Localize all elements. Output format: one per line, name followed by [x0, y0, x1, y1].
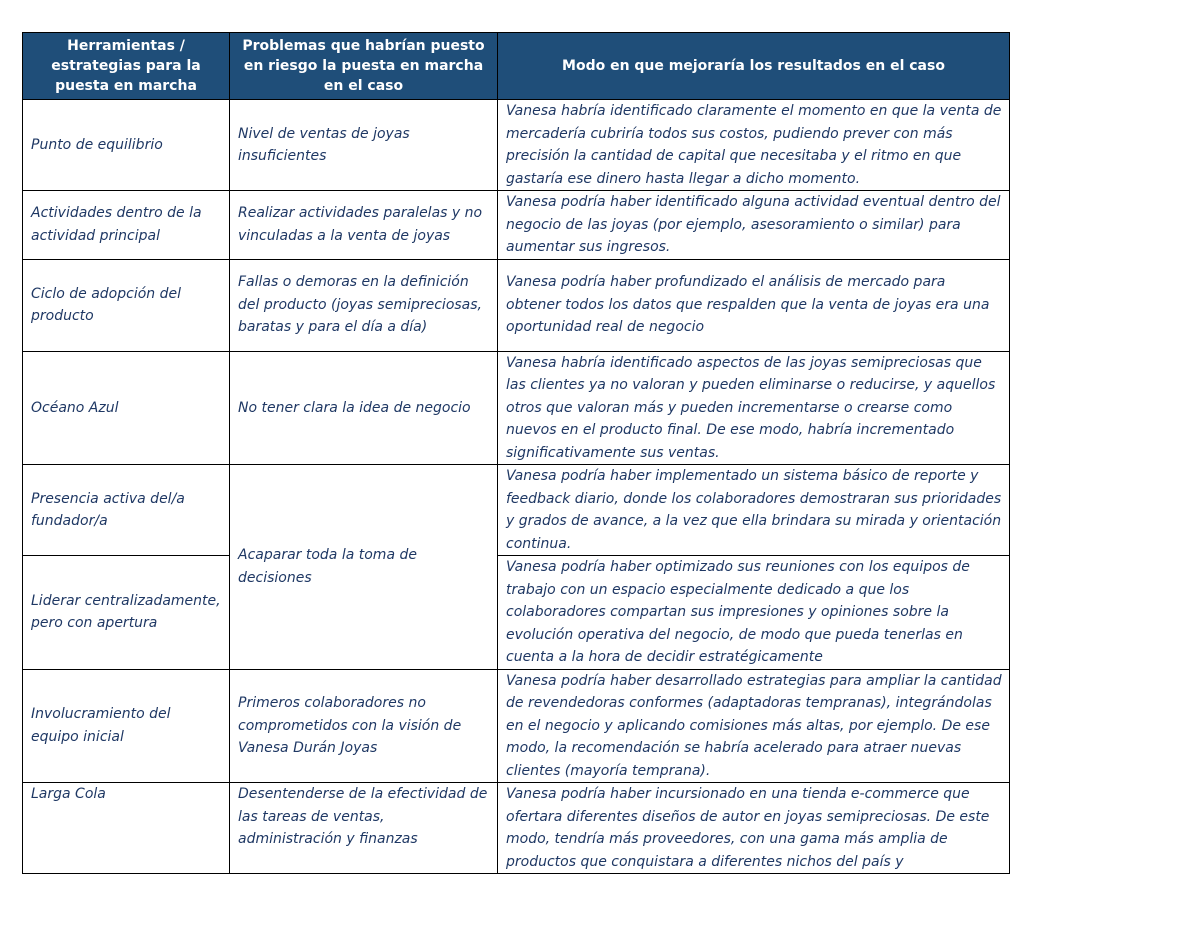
problem-cell: Realizar actividades paralelas y no vinculadas a la venta de joyas [230, 191, 498, 260]
improvement-cell: Vanesa podría haber incursionado en una tienda e-commerce que ofertara diferentes diseños de autor en joyas semipreciosas. De este modo, tendría más proveedores, con una gama más amplia de productos que conquistara a diferentes nichos del país y [498, 783, 1010, 874]
improvement-cell: Vanesa podría haber optimizado sus reuniones con los equipos de trabajo con un espacio especialmente dedicado a que los colaboradores compartan sus impresiones y opiniones sobre la evolución operativa del negocio, de modo que pueda tenerlas en cuenta a la hora de decidir estratégicamente [498, 556, 1010, 670]
table-row [23, 669, 1010, 783]
table-row [23, 259, 1010, 351]
tool-cell: Involucramiento del equipo inicial [23, 669, 230, 783]
header-improvement: Modo en que mejoraría los resultados en el caso [498, 33, 1010, 100]
problem-cell: Desentenderse de la efectividad de las tareas de ventas, administración y finanzas [230, 783, 498, 874]
tool-cell: Liderar centralizadamente, pero con apertura [23, 556, 230, 670]
improvement-cell: Vanesa habría identificado claramente el momento en que la venta de mercadería cubriría todos sus costos, pudiendo prever con más precisión la cantidad de capital que necesitaba y el ritmo en que gastaría ese dinero hasta llegar a dicho momento. [498, 100, 1010, 191]
table-row [23, 100, 1010, 191]
improvement-cell: Vanesa podría haber desarrollado estrategias para ampliar la cantidad de revendedoras conformes (adaptadoras tempranas), integrándolas en el negocio y aplicando comisiones más altas, por ejemplo. De ese modo, la recomendación se habría acelerado para atraer nuevas clientes (mayoría temprana). [498, 669, 1010, 783]
tool-cell: Ciclo de adopción del producto [23, 259, 230, 351]
table-row [23, 191, 1010, 260]
problem-cell: Primeros colaboradores no comprometidos con la visión de Vanesa Durán Joyas [230, 669, 498, 783]
tool-cell: Larga Cola [23, 783, 230, 874]
table-row [23, 783, 1010, 874]
problem-cell: Nivel de ventas de joyas insuficientes [230, 100, 498, 191]
improvement-cell: Vanesa habría identificado aspectos de las joyas semipreciosas que las clientes ya no valoran y pueden eliminarse o reducirse, y aquellos otros que valoran más y pueden incrementarse o crearse como nuevos en el producto final. De ese modo, habría incrementado significativamente sus ventas. [498, 351, 1010, 465]
header-problems: Problemas que habrían puesto en riesgo la puesta en marcha en el caso [230, 33, 498, 100]
tool-cell: Actividades dentro de la actividad principal [23, 191, 230, 260]
improvement-cell: Vanesa podría haber identificado alguna actividad eventual dentro del negocio de las joyas (por ejemplo, asesoramiento o similar) para aumentar sus ingresos. [498, 191, 1010, 260]
problem-cell: Acaparar toda la toma de decisiones [230, 465, 498, 670]
tool-cell: Océano Azul [23, 351, 230, 465]
table-header-row [23, 33, 1010, 100]
table-row [23, 465, 1010, 556]
improvement-cell: Vanesa podría haber implementado un sistema básico de reporte y feedback diario, donde los colaboradores demostraran sus prioridades y grados de avance, a la vez que ella brindara su mirada y orientación continua. [498, 465, 1010, 556]
problem-cell: No tener clara la idea de negocio [230, 351, 498, 465]
problem-cell: Fallas o demoras en la definición del producto (joyas semipreciosas, baratas y para el día a día) [230, 259, 498, 351]
table-row [23, 556, 1010, 670]
header-tools: Herramientas / estrategias para la puesta en marcha [23, 33, 230, 100]
improvement-cell: Vanesa podría haber profundizado el análisis de mercado para obtener todos los datos que respalden que la venta de joyas era una oportunidad real de negocio [498, 259, 1010, 351]
strategy-table [22, 32, 1010, 874]
tool-cell: Punto de equilibrio [23, 100, 230, 191]
table-row [23, 351, 1010, 465]
tool-cell: Presencia activa del/a fundador/a [23, 465, 230, 556]
